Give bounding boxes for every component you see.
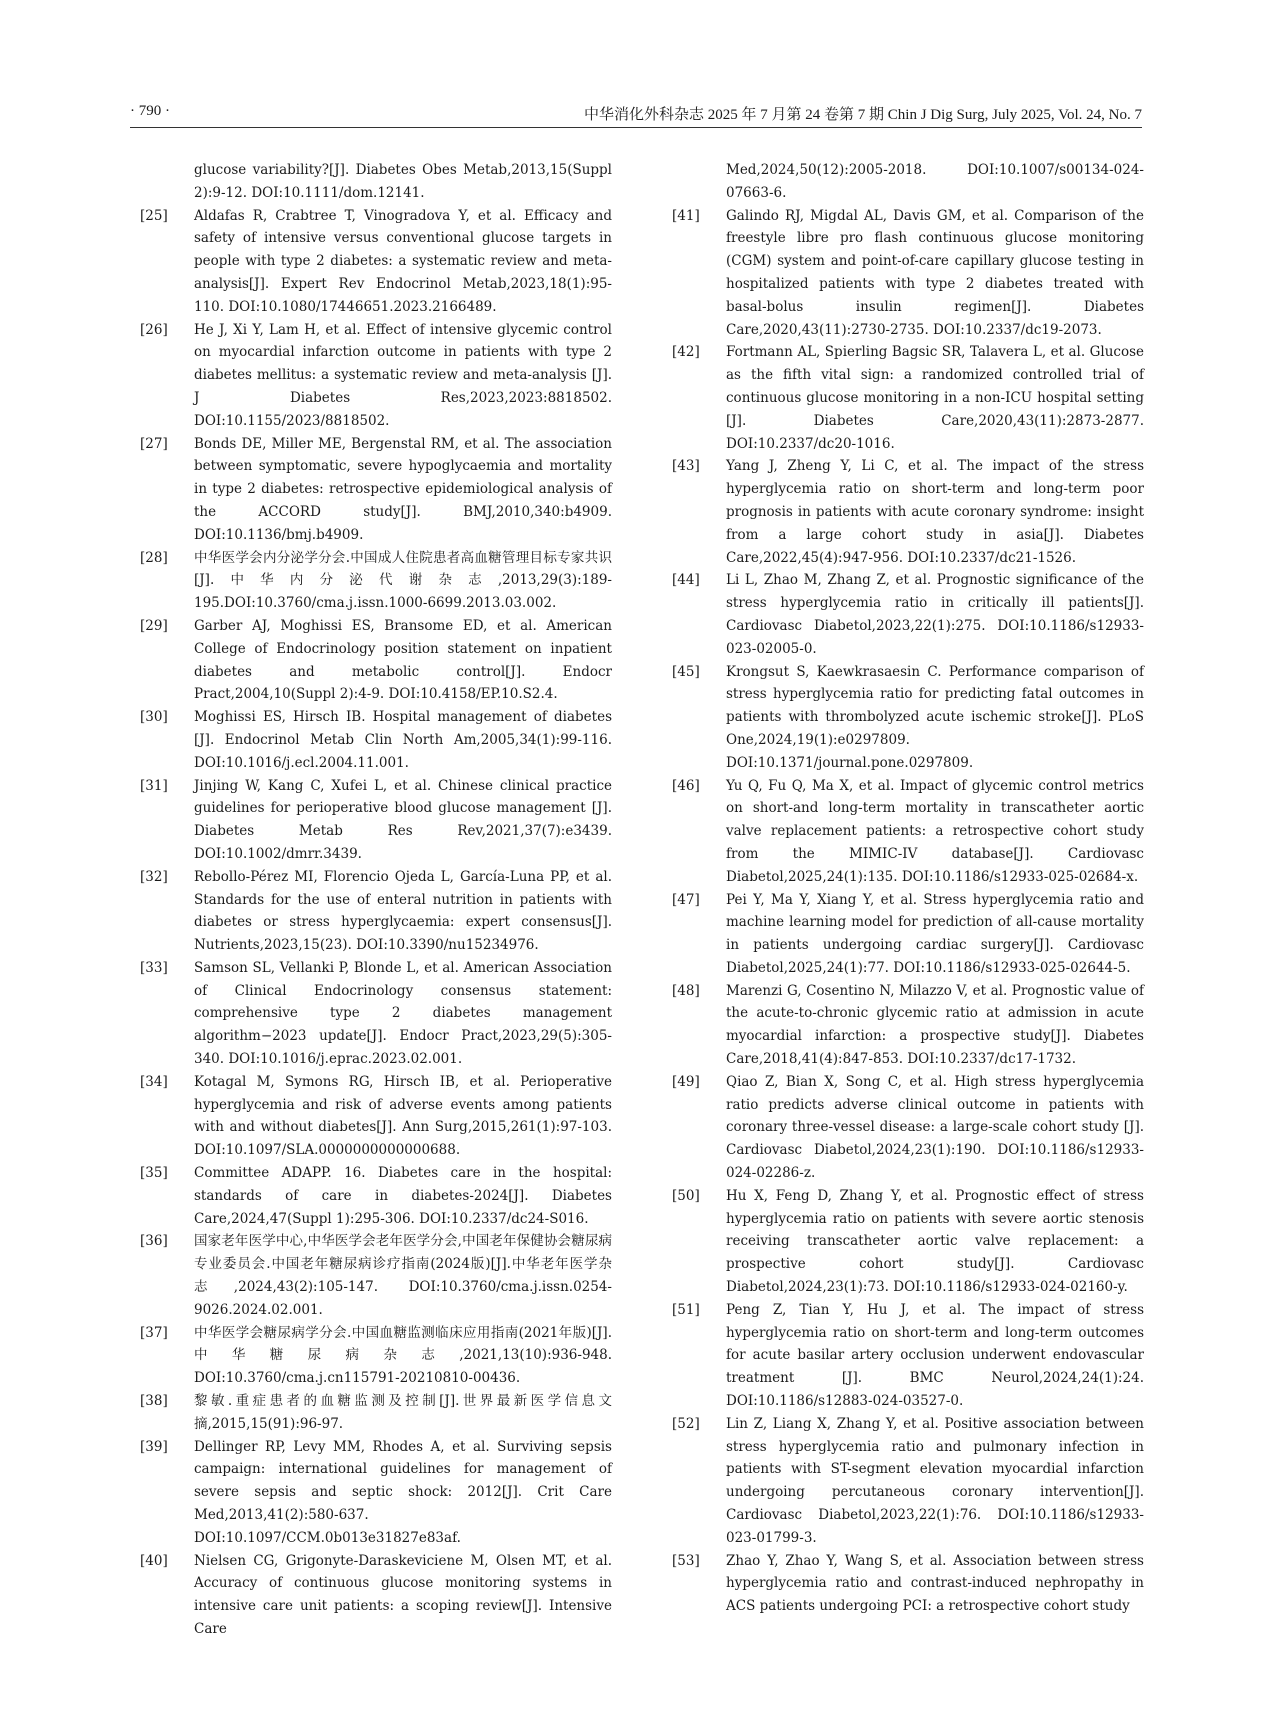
reference-entry bbox=[140, 1390, 612, 1436]
reference-text: Moghissi ES, Hirsch IB. Hospital management of diabetes [J]. Endocrinol Metab Clin North Am,2005,34(1):99-116. DOI:10.1016/j.ecl.2004.11.001. bbox=[194, 709, 612, 771]
reference-text: Pei Y, Ma Y, Xiang Y, et al. Stress hyperglycemia ratio and machine learning model for prediction of all-cause mortality in patients undergoing cardiac surgery[J]. Cardiovasc Diabetol,2025,24(1):77. DOI:10.1186/s12933-025-02644-5. bbox=[726, 891, 1144, 976]
reference-number: [43] bbox=[672, 458, 700, 475]
reference-number: [26] bbox=[140, 321, 168, 338]
reference-text: Krongsut S, Kaewkrasaesin C. Performance comparison of stress hyperglycemia ratio for predicting fatal outcomes in patients with thrombolyzed acute ischemic stroke[J]. PLoS One,2024,19(1):e0297809. DOI:10.1371/journal.pone.0297809. bbox=[726, 663, 1144, 771]
reference-number: [52] bbox=[672, 1415, 700, 1432]
reference-entry bbox=[140, 1162, 612, 1230]
reference-text: Yang J, Zheng Y, Li C, et al. The impact of the stress hyperglycemia ratio on short-term and long-term poor prognosis in patients with acute coronary syndrome: insight from a large cohort study in asia[J]. Diabetes Care,2022,45(4):947-956. DOI:10.2337/dc21-1526. bbox=[726, 458, 1144, 566]
header-divider bbox=[130, 127, 1142, 128]
reference-text: Galindo RJ, Migdal AL, Davis GM, et al. Comparison of the freestyle libre pro flash continuous glucose monitoring (CGM) system and point-of-care capillary glucose testing in hospitalized patients with type 2 diabetes treated with basal-bolus insulin regimen[J]. Diabetes Care,2020,43(11):2730-2735. DOI:10.2337/dc19-2073. bbox=[726, 207, 1144, 338]
reference-number: [40] bbox=[140, 1552, 168, 1569]
reference-text: Fortmann AL, Spierling Bagsic SR, Talavera L, et al. Glucose as the fifth vital sign: a randomized controlled trial of continuous glucose monitoring in a non-ICU hospital setting [J]. Diabetes Care,2020,43(11):2873-2877. DOI:10.2337/dc20-1016. bbox=[726, 344, 1144, 452]
reference-text: 黎敏.重症患者的血糖监测及控制[J].世界最新医学信息文摘,2015,15(91):96-97. bbox=[194, 1393, 612, 1432]
reference-number: [44] bbox=[672, 572, 700, 589]
reference-number: [25] bbox=[140, 207, 168, 224]
reference-text: Bonds DE, Miller ME, Bergenstal RM, et al. The association between symptomatic, severe hypoglycaemia and mortality in type 2 diabetes: retrospective epidemiological analysis of the ACCORD study[J]. BMJ,2010,340:b4909. DOI:10.1136/bmj.b4909. bbox=[194, 435, 612, 543]
reference-entry bbox=[672, 569, 1144, 660]
reference-entry bbox=[140, 1071, 612, 1162]
page-header bbox=[130, 103, 1142, 125]
reference-number: [28] bbox=[140, 549, 168, 566]
reference-text: Jinjing W, Kang C, Xufei L, et al. Chinese clinical practice guidelines for perioperative blood glucose management [J]. Diabetes Metab Res Rev,2021,37(7):e3439. DOI:10.1002/dmrr.3439. bbox=[194, 777, 612, 862]
journal-running-title: 中华消化外科杂志 2025 年 7 月第 24 卷第 7 期 Chin J Dig Surg, July 2025, Vol. 24, No. 7 bbox=[584, 107, 1142, 123]
reference-entry bbox=[140, 1550, 612, 1641]
reference-number: [51] bbox=[672, 1301, 700, 1318]
reference-entry bbox=[140, 205, 612, 319]
reference-entry bbox=[140, 547, 612, 615]
reference-text: Rebollo-Pérez MI, Florencio Ojeda L, García-Luna PP, et al. Standards for the use of enteral nutrition in patients with diabetes or stress hyperglycaemia: expert consensus[J]. Nutrients,2023,15(23). DOI:10.3390/nu15234976. bbox=[194, 868, 612, 954]
reference-text: Aldafas R, Crabtree T, Vinogradova Y, et al. Efficacy and safety of intensive versus conventional glucose targets in people with type 2 diabetes: a systematic review and meta-analysis[J]. Expert Rev Endocrinol Metab,2023,18(1):95-110. DOI:10.1080/17446651.2023.2166489. bbox=[194, 207, 612, 315]
reference-entry bbox=[140, 615, 612, 706]
reference-number: [47] bbox=[672, 891, 700, 908]
reference-text: Peng Z, Tian Y, Hu J, et al. The impact of stress hyperglycemia ratio on short-term and long-term outcomes for acute basilar artery occlusion underwent endovascular treatment [J]. BMC Neurol,2024,24(1):24. DOI:10.1186/s12883-024-03527-0. bbox=[726, 1301, 1144, 1410]
reference-number: [42] bbox=[672, 344, 700, 361]
reference-number: [49] bbox=[672, 1073, 700, 1090]
reference-text: Lin Z, Liang X, Zhang Y, et al. Positive association between stress hyperglycemia ratio and pulmonary infection in patients with ST-segment elevation myocardial infarction undergoing percutaneous coronary intervention[J]. Cardiovasc Diabetol,2023,22(1):76. DOI:10.1186/s12933-023-01799-3. bbox=[726, 1415, 1144, 1546]
reference-number: [48] bbox=[672, 982, 700, 999]
reference-text: 中华医学会糖尿病学分会.中国血糖监测临床应用指南(2021年版)[J].中华糖尿病杂志,2021,13(10):936-948. DOI:10.3760/cma.j.cn115791-20210810-00436. bbox=[194, 1324, 612, 1387]
reference-text: Hu X, Feng D, Zhang Y, et al. Prognostic effect of stress hyperglycemia ratio on patients with severe aortic stenosis receiving transcatheter aortic valve replacement: a prospective cohort study[J]. Cardiovasc Diabetol,2024,23(1):73. DOI:10.1186/s12933-024-02160-y. bbox=[726, 1187, 1144, 1296]
reference-entry bbox=[140, 706, 612, 774]
reference-text: 中华医学会内分泌学分会.中国成人住院患者高血糖管理目标专家共识[J].中华内分泌代谢杂志,2013,29(3):189-195.DOI:10.3760/cma.j.issn.1000-6699.2013.03.002. bbox=[194, 549, 612, 612]
reference-text: Garber AJ, Moghissi ES, Bransome ED, et al. American College of Endocrinology position statement on inpatient diabetes and metabolic control[J]. Endocr Pract,2004,10(Suppl 2):4-9. DOI:10.4158/EP.10.S2.4. bbox=[194, 617, 612, 703]
reference-column-right bbox=[672, 159, 1144, 1618]
reference-number: [50] bbox=[672, 1187, 700, 1204]
reference-number: [39] bbox=[140, 1438, 168, 1455]
reference-entry bbox=[140, 1322, 612, 1390]
reference-entry bbox=[672, 661, 1144, 775]
reference-entry bbox=[140, 1436, 612, 1550]
reference-number: [30] bbox=[140, 709, 168, 726]
reference-entry bbox=[672, 1413, 1144, 1550]
reference-entry bbox=[672, 341, 1144, 455]
page-number: · 790 · bbox=[130, 103, 170, 119]
reference-text: Zhao Y, Zhao Y, Wang S, et al. Association between stress hyperglycemia ratio and contrast-induced nephropathy in ACS patients undergoing PCI: a retrospective cohort study bbox=[726, 1552, 1144, 1615]
reference-number: [36] bbox=[140, 1233, 168, 1250]
reference-entry bbox=[672, 1299, 1144, 1413]
reference-text: 国家老年医学中心,中华医学会老年医学分会,中国老年保健协会糖尿病专业委员会.中国老年糖尿病诊疗指南(2024版)[J].中华老年医学杂志,2024,43(2):105-147. DOI:10.3760/cma.j.issn.0254-9026.2024.02.001. bbox=[194, 1233, 612, 1318]
reference-number: [31] bbox=[140, 777, 168, 794]
reference-entry bbox=[672, 1071, 1144, 1185]
reference-number: [53] bbox=[672, 1552, 700, 1569]
reference-entry bbox=[672, 889, 1144, 980]
reference-entry bbox=[672, 1550, 1144, 1618]
reference-text: Marenzi G, Cosentino N, Milazzo V, et al. Prognostic value of the acute-to-chronic glycemic ratio at admission in acute myocardial infarction: a prospective study[J]. Diabetes Care,2018,41(4):847-853. DOI:10.2337/dc17-1732. bbox=[726, 982, 1144, 1068]
reference-text: glucose variability?[J]. Diabetes Obes Metab,2013,15(Suppl 2):9-12. DOI:10.1111/dom.12141. bbox=[194, 162, 612, 201]
reference-number: [29] bbox=[140, 617, 168, 634]
reference-entry bbox=[140, 866, 612, 957]
reference-number: [32] bbox=[140, 868, 168, 885]
reference-entry bbox=[672, 159, 1144, 205]
reference-entry bbox=[672, 455, 1144, 569]
reference-text: Dellinger RP, Levy MM, Rhodes A, et al. Surviving sepsis campaign: international guidelines for management of severe sepsis and septic shock: 2012[J]. Crit Care Med,2013,41(2):580-637. DOI:10.1097/CCM.0b013e31827e83af. bbox=[194, 1438, 612, 1546]
reference-text: Nielsen CG, Grigonyte-Daraskeviciene M, Olsen MT, et al. Accuracy of continuous glucose monitoring systems in intensive care unit patients: a scoping review[J]. Intensive Care bbox=[194, 1552, 612, 1637]
reference-number: [37] bbox=[140, 1324, 168, 1341]
reference-column-left bbox=[140, 159, 612, 1641]
reference-entry bbox=[672, 775, 1144, 889]
reference-text: Committee ADAPP. 16. Diabetes care in the hospital: standards of care in diabetes-2024[J]. Diabetes Care,2024,47(Suppl 1):295-306. DOI:10.2337/dc24-S016. bbox=[194, 1165, 612, 1227]
reference-number: [33] bbox=[140, 959, 168, 976]
reference-text: Kotagal M, Symons RG, Hirsch IB, et al. Perioperative hyperglycemia and risk of adverse events among patients with and without diabetes[J]. Ann Surg,2015,261(1):97-103. DOI:10.1097/SLA.0000000000000688. bbox=[194, 1073, 612, 1159]
reference-entry bbox=[140, 319, 612, 433]
reference-entry bbox=[140, 433, 612, 547]
reference-text: Yu Q, Fu Q, Ma X, et al. Impact of glycemic control metrics on short-and long-term mortality in transcatheter aortic valve replacement patients: a retrospective cohort study from the MIMIC-IV database[J]. Cardiovasc Diabetol,2025,24(1):135. DOI:10.1186/s12933-025-02684-x. bbox=[726, 777, 1144, 885]
reference-entry bbox=[140, 1230, 612, 1321]
reference-number: [46] bbox=[672, 777, 700, 794]
reference-text: He J, Xi Y, Lam H, et al. Effect of intensive glycemic control on myocardial infarction outcome in patients with type 2 diabetes mellitus: a systematic review and meta-analysis [J]. J Diabetes Res,2023,2023:8818502. DOI:10.1155/2023/8818502. bbox=[194, 321, 612, 429]
reference-entry bbox=[140, 775, 612, 866]
reference-entry bbox=[672, 205, 1144, 342]
reference-number: [41] bbox=[672, 207, 700, 224]
reference-entry bbox=[672, 980, 1144, 1071]
reference-entry bbox=[140, 957, 612, 1071]
reference-number: [35] bbox=[140, 1165, 168, 1182]
reference-entry bbox=[140, 159, 612, 205]
reference-entry bbox=[672, 1185, 1144, 1299]
reference-text: Qiao Z, Bian X, Song C, et al. High stress hyperglycemia ratio predicts adverse clinical outcome in patients with coronary three-vessel disease: a large-scale cohort study [J]. Cardiovasc Diabetol,2024,23(1):190. DOI:10.1186/s12933-024-02286-z. bbox=[726, 1073, 1144, 1182]
reference-text: Samson SL, Vellanki P, Blonde L, et al. American Association of Clinical Endocrinology consensus statement: comprehensive type 2 diabetes management algorithm−2023 update[J]. Endocr Pract,2023,29(5):305-340. DOI:10.1016/j.eprac.2023.02.001. bbox=[194, 959, 612, 1068]
reference-text: Li L, Zhao M, Zhang Z, et al. Prognostic significance of the stress hyperglycemia ratio in critically ill patients[J]. Cardiovasc Diabetol,2023,22(1):275. DOI:10.1186/s12933-023-02005-0. bbox=[726, 572, 1144, 657]
reference-number: [27] bbox=[140, 435, 168, 452]
reference-number: [34] bbox=[140, 1073, 168, 1090]
reference-number: [38] bbox=[140, 1393, 168, 1410]
reference-text: Med,2024,50(12):2005-2018. DOI:10.1007/s00134-024-07663-6. bbox=[726, 162, 1144, 201]
reference-number: [45] bbox=[672, 663, 700, 680]
